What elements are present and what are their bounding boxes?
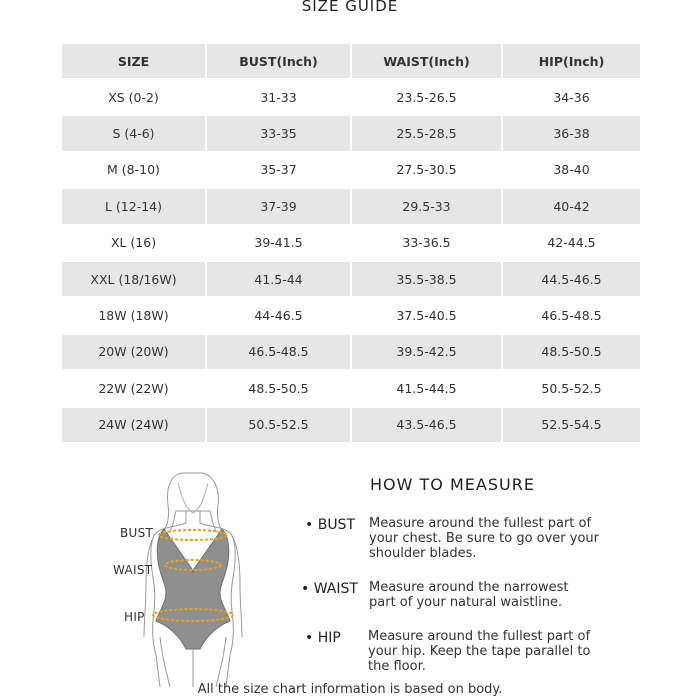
cell-size: 22W (22W) [62, 369, 205, 405]
table-row [62, 369, 640, 405]
cell-hip: 44.5-46.5 [503, 260, 640, 296]
table-row [62, 296, 640, 332]
table-row [62, 151, 640, 187]
figure-label-waist: WAIST [113, 563, 153, 577]
measure-label-bust: • BUST [305, 517, 355, 533]
cell-waist: 37.5-40.5 [352, 296, 501, 332]
table-row [62, 333, 640, 369]
cell-hip: 42-44.5 [503, 224, 640, 260]
cell-bust: 39-41.5 [207, 224, 350, 260]
header-waist: WAIST(Inch) [352, 42, 501, 78]
cell-size: L (12-14) [62, 187, 205, 223]
body-measurement-illustration [100, 465, 290, 693]
cell-hip: 46.5-48.5 [503, 296, 640, 332]
cell-bust: 44-46.5 [207, 296, 350, 332]
cell-hip: 48.5-50.5 [503, 333, 640, 369]
cell-bust: 46.5-48.5 [207, 333, 350, 369]
cell-bust: 41.5-44 [207, 260, 350, 296]
header-hip: HIP(Inch) [503, 42, 640, 78]
table-row [62, 187, 640, 223]
body-figure [100, 465, 290, 693]
cell-hip: 36-38 [503, 114, 640, 150]
cell-waist: 33-36.5 [352, 224, 501, 260]
cell-size: XS (0-2) [62, 78, 205, 114]
measure-text-hip: Measure around the fullest part of your hip. Keep the tape parallel to the floor. [368, 629, 591, 674]
cell-hip: 38-40 [503, 151, 640, 187]
cell-hip: 34-36 [503, 78, 640, 114]
cell-size: S (4-6) [62, 114, 205, 150]
measure-label-waist: • WAIST [301, 581, 358, 597]
table-row [62, 78, 640, 114]
measure-text-bust: Measure around the fullest part of your chest. Be sure to go over your shoulder blades. [369, 516, 600, 561]
cell-size: XL (16) [62, 224, 205, 260]
cell-waist: 41.5-44.5 [352, 369, 501, 405]
header-size: SIZE [62, 42, 205, 78]
cell-waist: 25.5-28.5 [352, 114, 501, 150]
cell-bust: 37-39 [207, 187, 350, 223]
cell-size: 24W (24W) [62, 406, 205, 442]
cell-size: M (8-10) [62, 151, 205, 187]
how-to-heading: HOW TO MEASURE [370, 475, 535, 494]
header-bust: BUST(Inch) [207, 42, 350, 78]
measure-text-waist: Measure around the narrowest part of your natural waistline. [369, 580, 569, 610]
cell-waist: 35.5-38.5 [352, 260, 501, 296]
page-title: SIZE GUIDE [301, 0, 399, 15]
cell-bust: 33-35 [207, 114, 350, 150]
table-row [62, 260, 640, 296]
cell-waist: 39.5-42.5 [352, 333, 501, 369]
cell-waist: 43.5-46.5 [352, 406, 501, 442]
cell-waist: 29.5-33 [352, 187, 501, 223]
table-row [62, 114, 640, 150]
cell-bust: 31-33 [207, 78, 350, 114]
figure-label-bust: BUST [120, 526, 154, 540]
table-row [62, 406, 640, 442]
cell-hip: 40-42 [503, 187, 640, 223]
cell-size: XXL (18/16W) [62, 260, 205, 296]
table-body [62, 78, 640, 442]
figure-label-hip: HIP [124, 610, 145, 624]
cell-size: 18W (18W) [62, 296, 205, 332]
cell-size: 20W (20W) [62, 333, 205, 369]
footer-note: All the size chart information is based on body. [197, 682, 503, 697]
cell-bust: 35-37 [207, 151, 350, 187]
table-header-row [62, 42, 640, 78]
cell-hip: 50.5-52.5 [503, 369, 640, 405]
measure-label-hip: • HIP [305, 630, 341, 646]
cell-waist: 27.5-30.5 [352, 151, 501, 187]
cell-hip: 52.5-54.5 [503, 406, 640, 442]
cell-waist: 23.5-26.5 [352, 78, 501, 114]
table-row [62, 224, 640, 260]
size-table [60, 42, 642, 442]
cell-bust: 48.5-50.5 [207, 369, 350, 405]
cell-bust: 50.5-52.5 [207, 406, 350, 442]
